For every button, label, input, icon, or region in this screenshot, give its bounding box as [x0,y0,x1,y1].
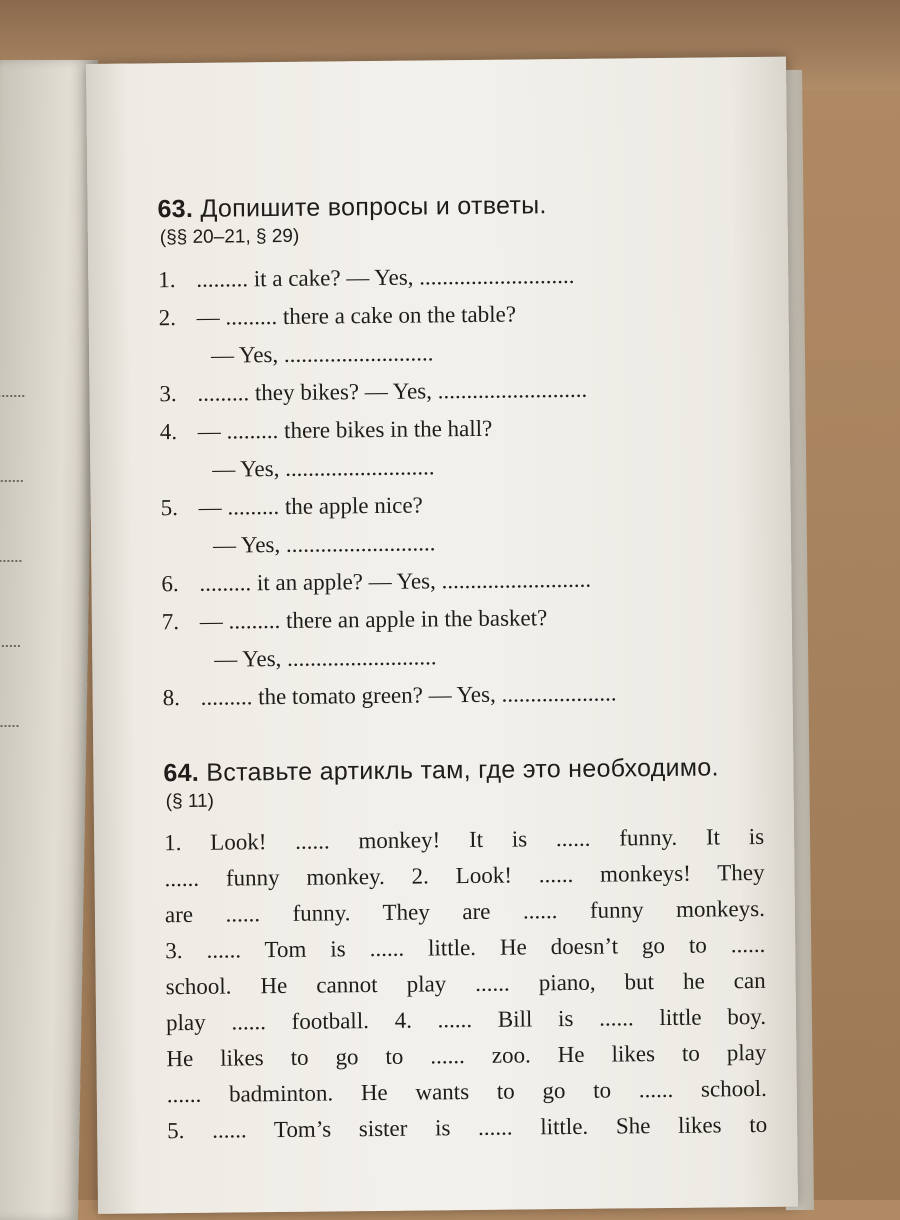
question-line [158,293,758,337]
dot-line [0,480,23,484]
question-line [159,369,759,413]
question-line [160,407,760,451]
dot-line [0,725,19,729]
item-text: ......... the tomato green? — Yes, .................... [200,680,617,710]
text-line: ...... badminton. He wants to go to ...... school. [166,1075,767,1108]
text-line: 1. Look! ...... monkey! It is ...... funny. It is [164,823,765,856]
exercise-63-title: Допишите вопросы и ответы. [200,191,547,223]
item-text: — ......... there bikes in the hall? [197,415,493,444]
answer-line [160,445,760,489]
item-number: 1. [158,267,176,293]
item-number: 2. [158,305,177,331]
exercise-64-title: Вставьте артикль там, где это необходимо. [206,753,719,787]
item-text: — Yes, .......................... [212,454,435,482]
dot-line [0,395,24,399]
exercise-64-reference: (§ 11) [165,790,215,813]
answer-line [159,331,759,375]
item-number: 3. [159,381,177,407]
exercise-64-number: 64. [163,758,200,788]
exercise-63 [157,187,762,717]
dot-line [0,560,21,564]
text-line: play ...... football. 4. ...... Bill is ...... little boy. [165,1003,767,1036]
item-number: 5. [160,495,179,521]
text-line: He likes to go to ...... zoo. He likes to play [166,1039,767,1072]
text-line: are ...... funny. They are ...... funny monkeys. [164,895,766,928]
item-text: ......... they bikes? — Yes, .......................... [197,376,588,406]
exercise-64 [163,751,767,1149]
question-line [162,673,762,717]
exercise-64-heading [163,751,763,789]
page-content [157,187,767,1149]
item-text: — Yes, .......................... [212,530,436,558]
left-page [0,60,98,1220]
text-line: 5. ...... Tom’s sister is ...... little. She likes to [167,1111,768,1144]
item-number: 8. [162,685,181,711]
exercise-63-reference: (§§ 20–21, § 29) [159,225,300,249]
item-text: — ......... the apple nice? [198,492,423,520]
item-number: 4. [159,419,178,445]
text-line: school. He cannot play ...... piano, but he can [165,967,766,1000]
answer-line [161,521,761,565]
question-line [162,597,762,641]
question-line [158,255,758,299]
text-line: 3. ...... Tom is ...... little. He doesn’t go to ...... [165,931,766,964]
item-text: — Yes, .......................... [214,644,437,672]
item-number: 7. [161,609,180,635]
answer-line [162,635,762,679]
dot-line [0,645,20,649]
question-line [160,483,760,527]
item-text: — ......... there an apple in the basket? [199,605,548,634]
exercise-63-number: 63. [157,194,194,224]
item-text: — ......... there a cake on the table? [196,301,517,330]
item-number: 6. [161,571,179,597]
book-page [86,57,798,1214]
text-line: ...... funny monkey. 2. Look! ...... monkeys! They [164,859,765,892]
question-line [161,559,761,603]
item-text: ......... it a cake? — Yes, ........................... [196,262,575,292]
item-text: ......... it an apple? — Yes, .......................... [199,566,592,596]
item-text: — Yes, .......................... [210,340,434,368]
